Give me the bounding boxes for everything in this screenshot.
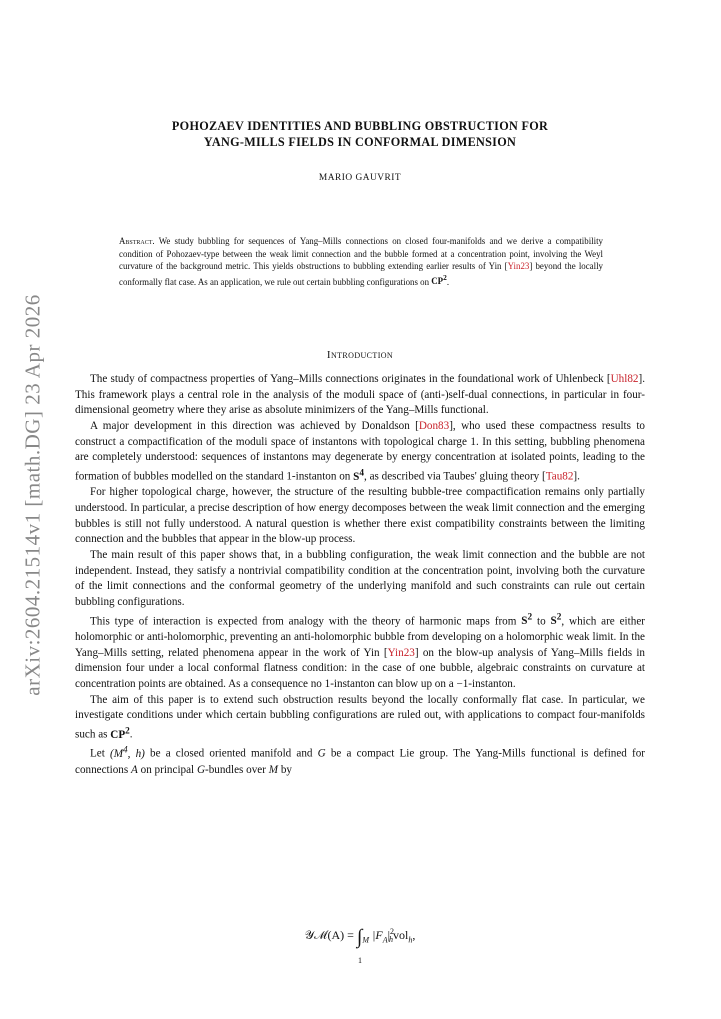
author-name: MARIO GAUVRIT [318, 173, 402, 183]
arxiv-identifier: arXiv:2604.21514v1 [math.DG] 23 Apr 2026 [20, 294, 45, 696]
math-cp2: $CP^2$ [431, 273, 447, 287]
paragraph: Let ($M^4$, h) be a closed oriented manifold and G be a compact Lie group. The Yang-Mills functional is defined for connections A on principal G-bundles over M by [75, 745, 646, 776]
math-cp2: $CP^2$ [110, 725, 130, 741]
math-s2: $S^2$ [550, 612, 562, 628]
section-heading: Introduction [326, 349, 394, 361]
citation-link[interactable]: Uhl82 [610, 373, 639, 385]
math-s2: $S^2$ [521, 612, 533, 628]
arxiv-identifier-sidebar [14, 285, 52, 705]
abstract: Abstract. We study bubbling for sequences of Yang–Mills connections on closed four-manifolds and we derive a compatibility condition of Pohozaev-type between the weak limit connection and the bubble formed at a concentration point, involving the Weyl curvature of the background metric. This yields obstructions to bubbling extending earlier results of Yin [Yin23] beyond the locally conformally flat case. As an application, we rule out certain bubbling configurations on $CP^2$. [119, 236, 603, 287]
paper-title [75, 118, 645, 150]
abstract-text-1: We study bubbling for sequences of Yang–Mills connections on closed four-manifolds and we derive a compatibility condition of Pohozaev-type between the weak limit connection and the bubble formed at a concentration point, involving the Weyl curvature of the background metric. This yields obstructions to bubbling extending earlier results of Yin [119, 236, 603, 271]
paragraph: A major development in this direction was achieved by Donaldson [Don83], who used these compactness results to construct a compactification of the moduli space of instantons with topological charge 1. In this setting, bubbling phenomena are completely understood: sequences of instantons may degenerate by energy concentration at isolated points, leading to the formation of bubbles modelled on the standard 1-instanton on $S^4$, as described via Taubes' gluing theory [Tau82]. [75, 419, 645, 483]
paragraph: The aim of this paper is to extend such obstruction results beyond the locally conformally flat case. In particular, we investigate conditions under which certain bubbling configurations are ruled out, with applications to compact four-manifolds such as $CP^2$. [75, 693, 645, 741]
paragraph: For higher topological charge, however, the structure of the resulting bubble-tree compactification remains only partially understood. In particular, a precise description of how energy decomposes between the weak limit connection and the emerging bubbles is still not fully understood. A natural question is whether there exist compatibility constraints between the limiting connection and the bubbles that appear in the blow-up process. [75, 486, 645, 546]
math-s4: $S^4$ [353, 467, 365, 483]
citation-link[interactable]: Yin23 [507, 261, 530, 271]
body-text [75, 372, 645, 778]
paragraph: The main result of this paper shows that, in a bubbling configuration, the weak limit connection and the bubble are not independent. Instead, they satisfy a nontrivial compatibility condition at the concentration point, involving both the curvature of the limit connections and the conformal geometry of the underlying manifold and such constraints can rule out certain bubbling configurations. [75, 548, 645, 608]
citation-link[interactable]: Don83 [418, 419, 450, 432]
citation-link[interactable]: Yin23 [387, 646, 415, 659]
abstract-label: Abstract. [119, 236, 155, 246]
page-number: 1 [358, 956, 362, 965]
title-line-1: POHOZAEV IDENTITIES AND BUBBLING OBSTRUCTION FOR [171, 119, 549, 133]
abstract-text-2: beyond the locally conformally flat case. As an application, we rule out certain bubbling configurations on [119, 261, 603, 287]
paragraph: This type of interaction is expected from analogy with the theory of harmonic maps from $S^2$ to $S^2$, which are either holomorphic or anti-holomorphic, preventing an anti-holomorphic bubble from developing on a holomorphic weak limit. In the Yang–Mills setting, related phenomena appear in the work of Yin [Yin23] on the blow-up analysis of Yang–Mills fields in dimension four under a local conformal flatness condition: in the case of one bubble, algebraic constraints on curvature at concentration points are obtained. As a consequence no 1-instanton can blow up on a −1-instanton. [75, 612, 645, 690]
title-line-2: YANG-MILLS FIELDS IN CONFORMAL DIMENSION [203, 135, 517, 149]
paragraph: The study of compactness properties of Yang–Mills connections originates in the foundational work of Uhlenbeck [Uhl82]. This framework plays a central role in the analysis of the moduli space of (anti-)self-dual connections, in particular in four-dimensional geometry where they arise as absolute minimizers of the Yang–Mills functional. [75, 373, 645, 417]
equation-yang-mills-functional: 𝒴ℳ(A) = $\int_M$ $|F_A|^2_hvol_h$, [304, 926, 416, 948]
citation-link[interactable]: Tau82 [545, 470, 574, 483]
